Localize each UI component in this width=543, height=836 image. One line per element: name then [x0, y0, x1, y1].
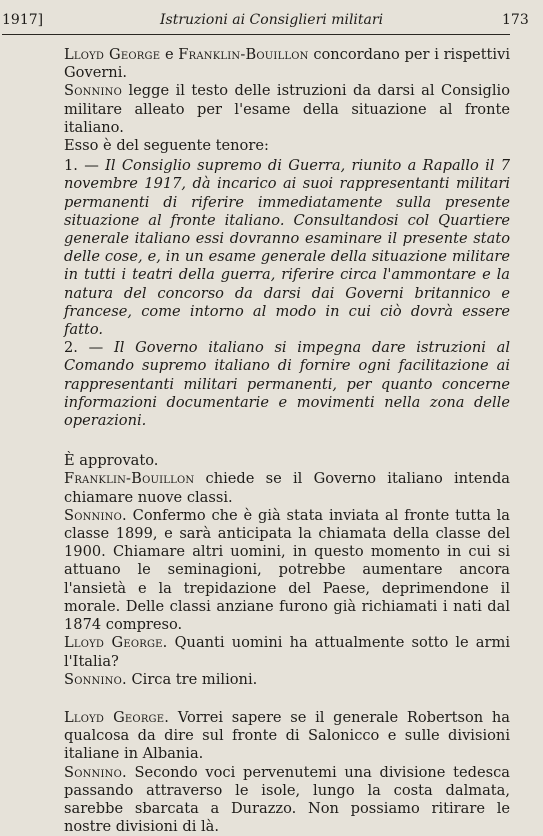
speaker-name: Lloyd George. [64, 708, 170, 726]
paragraph-3: Esso è del seguente tenore: [64, 137, 269, 155]
speaker-name: Franklin-Bouillon [178, 46, 309, 63]
speaker-name: Lloyd George. [64, 634, 168, 652]
paragraph-franklin: Franklin-Bouillon chiede se il Governo italiano intenda chiamare nuove classi. [64, 470, 510, 506]
paragraph-approved: È approvato. [64, 452, 159, 470]
instruction-1: 1. — Il Consiglio supremo di Guerra, riunito a Rapallo il 7 novembre 1917, dà incarico ai suoi rappresentanti militari permanenti di riferire immediatamente sulla presente situazione al fronte italiano. Consultandosi col Quartiere generale italiano essi dovranno esaminare il presente stato delle cose, e, in un esame generale della situazione militare in tutti i teatri della guerra, riferire circa l'ammontare e la natura del concorso da darsi dai Governi britannico e francese, come intorno al modo in cui ciò dovrà essere fatto. [64, 157, 510, 339]
header-title: Istruzioni ai Consiglieri militari [160, 12, 384, 28]
instruction-2: 2. — Il Governo italiano si impegna dare istruzioni al Comando supremo italiano di fornire ogni facilitazione ai rappresentanti militari permanenti, per quanto concerne informazioni documentarie e movimenti nella zona delle operazioni. [64, 339, 510, 430]
speaker-name: Sonnino [64, 82, 122, 100]
paragraph-1: Lloyd George e Franklin-Bouillon concordano per i rispettivi Governi. [64, 46, 510, 82]
paragraph-sonnino-1: Sonnino. Confermo che è già stata inviata al fronte tutta la classe 1899, e sarà anticipata la chiamata della classe del 1900. Chiamare altri uomini, in questo momento in cui si attuano le seminagioni, potrebbe aumentare ancora l'ansietà e la trepidazione del Paese, deprimendone il morale. Delle classi anziane furono già richiamati i nati dal 1874 compreso. [64, 506, 510, 634]
page-number: 173 [502, 12, 529, 28]
paragraph-2: Sonnino legge il testo delle istruzioni da darsi al Consiglio militare alleato per l'esame della situazione al fronte italiano. [64, 82, 510, 136]
paragraph-sonnino-3: Sonnino. Secondo voci pervenutemi una divisione tedesca passando attraverso le isole, lungo la costa dalmata, sarebbe sbarcata a Durazzo. Non possiamo ritirare le nostre divisioni di là. [64, 763, 510, 836]
paragraph-sonnino-2: Sonnino. Circa tre milioni. [64, 670, 258, 688]
paragraph-lloyd-1: Lloyd George. Quanti uomini ha attualmente sotto le armi l'Italia? [64, 634, 510, 670]
speaker-name: Franklin-Bouillon [64, 470, 195, 488]
header-rule [2, 34, 510, 35]
item-number: 1. — [64, 157, 99, 175]
body-text [64, 46, 510, 836]
speaker-name: Lloyd George [64, 46, 161, 63]
speaker-name: Sonnino. [64, 763, 127, 781]
item-number: 2. — [64, 339, 104, 357]
header-year: 1917] [2, 12, 44, 28]
paragraph-lloyd-2: Lloyd George. Vorrei sapere se il generale Robertson ha qualcosa da dire sul fronte di Salonicco e sulle divisioni italiane in Albania. [64, 708, 510, 763]
running-header [0, 4, 543, 34]
speaker-name: Sonnino. [64, 670, 127, 688]
speaker-name: Sonnino. [64, 506, 127, 524]
